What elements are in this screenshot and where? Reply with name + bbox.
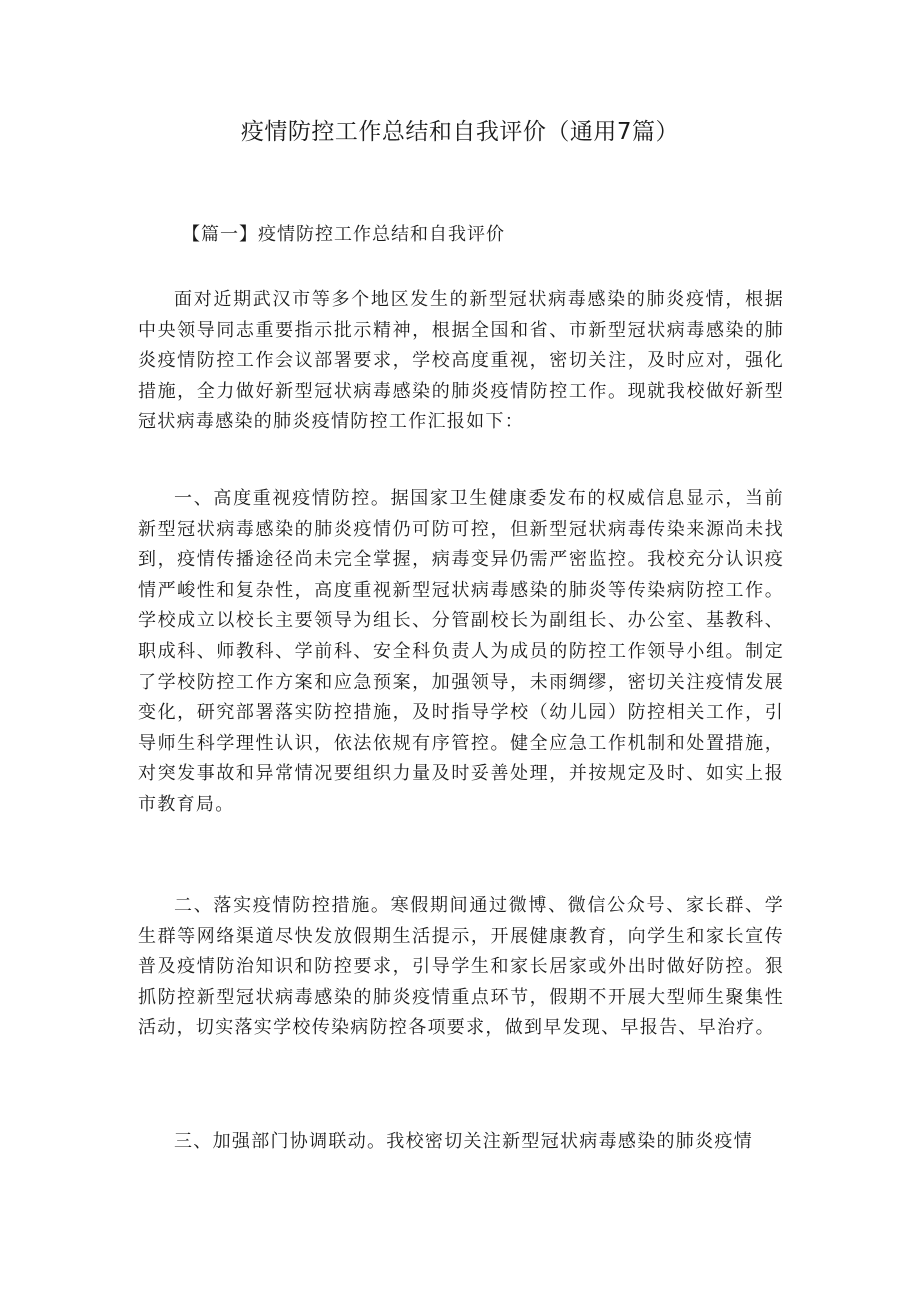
paragraph-point-two: 二、落实疫情防控措施。寒假期间通过微博、微信公众号、家长群、学生群等网络渠道尽快发放假期生活提示，开展健康教育，向学生和家长宣传普及疫情防治知识和防控要求，引导学生和家长居家或外出时做好防控。狠抓防控新型冠状病毒感染的肺炎疫情重点环节，假期不开展大型师生聚集性活动，切实落实学校传染病防控各项要求，做到早发现、早报告、早治疗。 [138, 895, 784, 1039]
paragraph-point-one: 一、高度重视疫情防控。据国家卫生健康委发布的权威信息显示，当前新型冠状病毒感染的肺炎疫情仍可防可控，但新型冠状病毒传染来源尚未找到，疫情传播途径尚未完全掌握，病毒变异仍需严密监控。我校充分认识疫情严峻性和复杂性，高度重视新型冠状病毒感染的肺炎等传染病防控工作。学校成立以校长主要领导为组长、分管副校长为副组长、办公室、基教科、职成科、师教科、学前科、安全科负责人为成员的防控工作领导小组。制定了学校防控工作方案和应急预案，加强领导，未雨绸缪，密切关注疫情发展变化，研究部署落实防控措施，及时指导学校（幼儿园）防控相关工作，引导师生科学理性认识，依法依规有序管控。健全应急工作机制和处置措施，对突发事故和异常情况要组织力量及时妥善处理，并按规定及时、如实上报市教育局。 [138, 488, 784, 815]
paragraph-point-three: 三、加强部门协调联动。我校密切关注新型冠状病毒感染的肺炎疫情 [174, 1131, 753, 1152]
paragraph-intro: 面对近期武汉市等多个地区发生的新型冠状病毒感染的肺炎疫情，根据中央领导同志重要指示批示精神，根据全国和省、市新型冠状病毒感染的肺炎疫情防控工作会议部署要求，学校高度重视，密切关注，及时应对，强化措施，全力做好新型冠状病毒感染的肺炎疫情防控工作。现就我校做好新型冠状病毒感染的肺炎疫情防控工作汇报如下： [138, 289, 784, 433]
document-title: 疫情防控工作总结和自我评价（通用7篇） [240, 119, 680, 145]
section-heading: 【篇一】疫情防控工作总结和自我评价 [182, 224, 505, 245]
